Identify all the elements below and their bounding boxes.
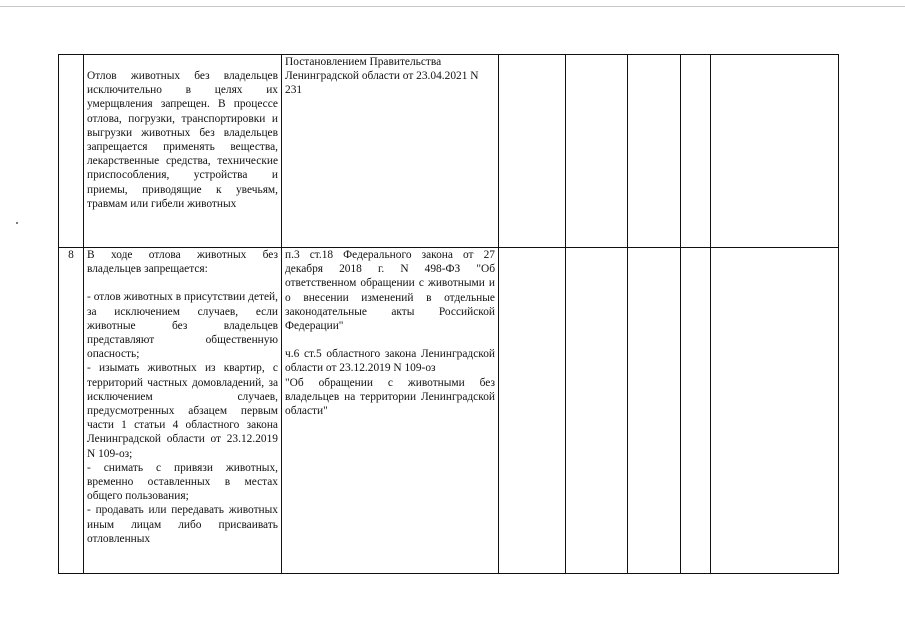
empty-cell bbox=[681, 248, 711, 574]
requirement-item: - продавать или передавать животных иным лицам либо присваивать отловленных bbox=[87, 504, 278, 545]
empty-cell bbox=[499, 55, 566, 248]
scan-speck bbox=[16, 222, 18, 224]
legal-basis-cell bbox=[282, 55, 499, 248]
requirement-cell bbox=[84, 55, 282, 248]
legal-basis-cell bbox=[282, 248, 499, 574]
empty-cell bbox=[566, 248, 628, 574]
legal-basis-text: ч.6 ст.5 областного закона Ленинградской области от 23.12.2019 N 109-оз bbox=[285, 348, 495, 375]
requirement-item: - изымать животных из квартир, с территорий частных домовладений, за исключением случаев, предусмотренных абзацем первым части 1 статьи 4 областного закона Ленинградской области от 23.12.2019 N 109-оз; bbox=[87, 362, 278, 460]
requirement-intro: В ходе отлова животных без владельцев запрещается: bbox=[87, 249, 278, 276]
requirement-item: - снимать с привязи животных, временно оставленных в местах общего пользования; bbox=[87, 461, 278, 503]
empty-cell bbox=[711, 55, 839, 248]
requirement-text: Отлов животных без владельцев исключительно в целях их умерщвления запрещен. В процессе отлова, погрузки, транспортировки и выгрузки животных без владельцев запрещается применять вещества, лекарственные средства, технические приспособления, устройства и приемы, приводящие к увечьям, травмам или гибели животных bbox=[87, 70, 278, 210]
empty-cell bbox=[499, 248, 566, 574]
paragraph-gap bbox=[285, 333, 495, 347]
page-top-rule bbox=[0, 6, 905, 7]
empty-cell bbox=[711, 248, 839, 574]
empty-cell bbox=[566, 55, 628, 248]
requirement-cell bbox=[84, 248, 282, 574]
requirement-item: - отлов животных в присутствии детей, за исключением случаев, если животные без владельцев представляют общественную опасность; bbox=[87, 291, 278, 361]
table-row bbox=[59, 55, 839, 248]
paragraph-gap bbox=[87, 276, 278, 290]
legal-basis-text: п.3 ст.18 Федерального закона от 27 декабря 2018 г. N 498-ФЗ "Об ответственном обращении с животными и о внесении изменений в отдельные законодательные акты Российской Федерации" bbox=[285, 249, 495, 333]
row-number-cell bbox=[59, 55, 84, 248]
table-row bbox=[59, 248, 839, 574]
legal-basis-text: "Об обращении с животными без владельцев на территории Ленинградской области" bbox=[285, 376, 495, 418]
row-number-cell: 8 bbox=[59, 248, 84, 574]
empty-cell bbox=[681, 55, 711, 248]
empty-cell bbox=[628, 55, 681, 248]
empty-cell bbox=[628, 248, 681, 574]
legal-basis-text: Постановлением Правительства Ленинградской области от 23.04.2021 N 231 bbox=[285, 56, 479, 97]
requirements-table bbox=[58, 54, 839, 574]
